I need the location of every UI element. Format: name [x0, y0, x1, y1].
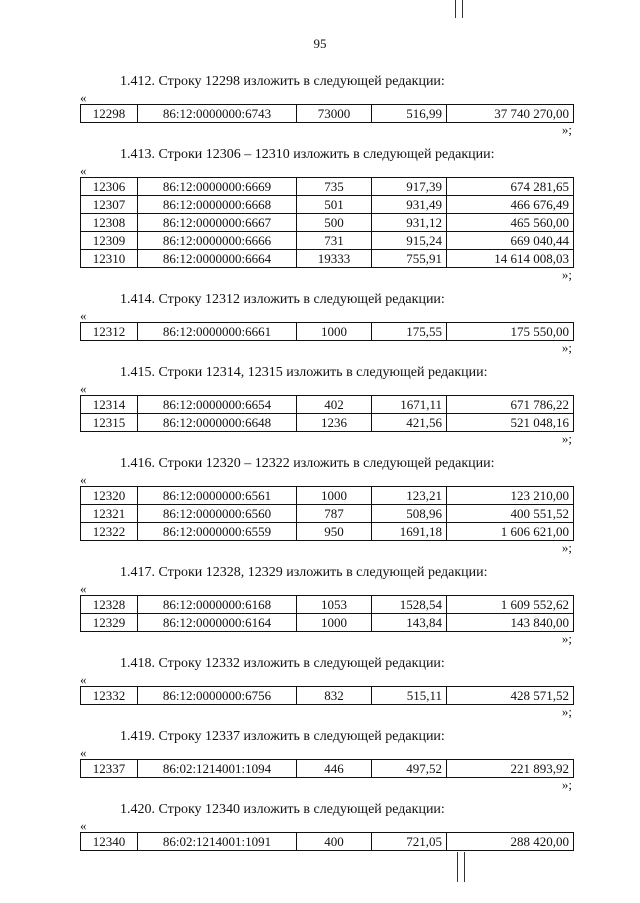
- section-title: 1.419. Строку 12337 изложить в следующей редакции:: [120, 729, 445, 744]
- cadastral-number-cell: 86:12:0000000:6756: [138, 687, 297, 705]
- closing-quote: »;: [561, 267, 572, 282]
- area-cell: 400: [297, 833, 372, 851]
- unit-price-cell: 917,39: [372, 178, 447, 196]
- opening-quote: «: [80, 581, 87, 596]
- cadastral-number-cell: 86:12:0000000:6666: [138, 232, 297, 250]
- data-table: [80, 832, 574, 851]
- table-row: [81, 505, 574, 523]
- table-row: [81, 178, 574, 196]
- total-value-cell: 1 606 621,00: [447, 523, 574, 541]
- table-row: [81, 414, 574, 432]
- section-title: 1.420. Строку 12340 изложить в следующей редакции:: [120, 802, 445, 817]
- row-number-cell: 12340: [81, 833, 138, 851]
- row-number-cell: 12320: [81, 487, 138, 505]
- page-number: 95: [313, 36, 327, 51]
- row-number-cell: 12322: [81, 523, 138, 541]
- amendment-section: [80, 729, 574, 802]
- closing-quote: »;: [561, 540, 572, 555]
- row-number-cell: 12315: [81, 414, 138, 432]
- area-cell: 446: [297, 760, 372, 778]
- closing-quote: »;: [561, 704, 572, 719]
- area-cell: 501: [297, 196, 372, 214]
- total-value-cell: 466 676,49: [447, 196, 574, 214]
- cadastral-number-cell: 86:12:0000000:6668: [138, 196, 297, 214]
- unit-price-cell: 755,91: [372, 250, 447, 268]
- document-body: [80, 74, 574, 851]
- section-title: 1.413. Строки 12306 – 12310 изложить в следующей редакции:: [120, 147, 495, 162]
- total-value-cell: 221 893,92: [447, 760, 574, 778]
- table-row: [81, 214, 574, 232]
- area-cell: 731: [297, 232, 372, 250]
- closing-quote: »;: [561, 340, 572, 355]
- total-value-cell: 428 571,52: [447, 687, 574, 705]
- row-number-cell: 12310: [81, 250, 138, 268]
- unit-price-cell: 1671,11: [372, 396, 447, 414]
- section-title: 1.416. Строки 12320 – 12322 изложить в следующей редакции:: [120, 456, 495, 471]
- total-value-cell: 1 609 552,62: [447, 596, 574, 614]
- total-value-cell: 123 210,00: [447, 487, 574, 505]
- unit-price-cell: 497,52: [372, 760, 447, 778]
- amendment-section: [80, 802, 574, 851]
- opening-quote: «: [80, 90, 87, 105]
- amendment-section: [80, 456, 574, 565]
- table-row: [81, 232, 574, 250]
- table-row: [81, 105, 574, 123]
- cadastral-number-cell: 86:12:0000000:6164: [138, 614, 297, 632]
- cadastral-number-cell: 86:12:0000000:6661: [138, 323, 297, 341]
- total-value-cell: 400 551,52: [447, 505, 574, 523]
- opening-quote: «: [80, 472, 87, 487]
- area-cell: 1000: [297, 323, 372, 341]
- margin-mark-top: [462, 0, 463, 18]
- section-title: 1.414. Строку 12312 изложить в следующей редакции:: [120, 292, 445, 307]
- table-row: [81, 396, 574, 414]
- area-cell: 832: [297, 687, 372, 705]
- area-cell: 402: [297, 396, 372, 414]
- total-value-cell: 175 550,00: [447, 323, 574, 341]
- amendment-section: [80, 565, 574, 656]
- unit-price-cell: 515,11: [372, 687, 447, 705]
- total-value-cell: 14 614 008,03: [447, 250, 574, 268]
- unit-price-cell: 421,56: [372, 414, 447, 432]
- area-cell: 73000: [297, 105, 372, 123]
- cadastral-number-cell: 86:12:0000000:6560: [138, 505, 297, 523]
- data-table: [80, 395, 574, 432]
- table-row: [81, 833, 574, 851]
- table-row: [81, 323, 574, 341]
- total-value-cell: 37 740 270,00: [447, 105, 574, 123]
- table-row: [81, 250, 574, 268]
- total-value-cell: 521 048,16: [447, 414, 574, 432]
- unit-price-cell: 516,99: [372, 105, 447, 123]
- area-cell: 1236: [297, 414, 372, 432]
- row-number-cell: 12328: [81, 596, 138, 614]
- total-value-cell: 674 281,65: [447, 178, 574, 196]
- row-number-cell: 12306: [81, 178, 138, 196]
- section-title: 1.415. Строки 12314, 12315 изложить в следующей редакции:: [120, 365, 488, 380]
- row-number-cell: 12309: [81, 232, 138, 250]
- area-cell: 735: [297, 178, 372, 196]
- row-number-cell: 12307: [81, 196, 138, 214]
- margin-mark-bottom: [464, 852, 465, 882]
- cadastral-number-cell: 86:12:0000000:6168: [138, 596, 297, 614]
- total-value-cell: 671 786,22: [447, 396, 574, 414]
- total-value-cell: 465 560,00: [447, 214, 574, 232]
- table-row: [81, 596, 574, 614]
- cadastral-number-cell: 86:12:0000000:6654: [138, 396, 297, 414]
- row-number-cell: 12314: [81, 396, 138, 414]
- table-row: [81, 523, 574, 541]
- opening-quote: «: [80, 745, 87, 760]
- unit-price-cell: 175,55: [372, 323, 447, 341]
- cadastral-number-cell: 86:12:0000000:6669: [138, 178, 297, 196]
- cadastral-number-cell: 86:02:1214001:1094: [138, 760, 297, 778]
- unit-price-cell: 508,96: [372, 505, 447, 523]
- closing-quote: »;: [561, 431, 572, 446]
- opening-quote: «: [80, 381, 87, 396]
- opening-quote: «: [80, 308, 87, 323]
- row-number-cell: 12329: [81, 614, 138, 632]
- area-cell: 1000: [297, 487, 372, 505]
- cadastral-number-cell: 86:12:0000000:6648: [138, 414, 297, 432]
- area-cell: 787: [297, 505, 372, 523]
- area-cell: 500: [297, 214, 372, 232]
- total-value-cell: 143 840,00: [447, 614, 574, 632]
- unit-price-cell: 1528,54: [372, 596, 447, 614]
- data-table: [80, 486, 574, 541]
- opening-quote: «: [80, 672, 87, 687]
- data-table: [80, 322, 574, 341]
- total-value-cell: 288 420,00: [447, 833, 574, 851]
- row-number-cell: 12312: [81, 323, 138, 341]
- table-row: [81, 196, 574, 214]
- unit-price-cell: 721,05: [372, 833, 447, 851]
- row-number-cell: 12337: [81, 760, 138, 778]
- opening-quote: «: [80, 818, 87, 833]
- cadastral-number-cell: 86:12:0000000:6559: [138, 523, 297, 541]
- unit-price-cell: 915,24: [372, 232, 447, 250]
- margin-mark-top: [455, 0, 456, 18]
- data-table: [80, 104, 574, 123]
- section-title: 1.412. Строку 12298 изложить в следующей редакции:: [120, 74, 445, 89]
- total-value-cell: 669 040,44: [447, 232, 574, 250]
- unit-price-cell: 1691,18: [372, 523, 447, 541]
- opening-quote: «: [80, 163, 87, 178]
- amendment-section: [80, 365, 574, 456]
- area-cell: 950: [297, 523, 372, 541]
- closing-quote: »;: [561, 777, 572, 792]
- unit-price-cell: 123,21: [372, 487, 447, 505]
- cadastral-number-cell: 86:12:0000000:6664: [138, 250, 297, 268]
- cadastral-number-cell: 86:12:0000000:6561: [138, 487, 297, 505]
- row-number-cell: 12308: [81, 214, 138, 232]
- area-cell: 1053: [297, 596, 372, 614]
- area-cell: 19333: [297, 250, 372, 268]
- section-title: 1.417. Строки 12328, 12329 изложить в следующей редакции:: [120, 565, 488, 580]
- table-row: [81, 760, 574, 778]
- data-table: [80, 759, 574, 778]
- row-number-cell: 12332: [81, 687, 138, 705]
- row-number-cell: 12298: [81, 105, 138, 123]
- table-row: [81, 614, 574, 632]
- unit-price-cell: 143,84: [372, 614, 447, 632]
- cadastral-number-cell: 86:12:0000000:6743: [138, 105, 297, 123]
- area-cell: 1000: [297, 614, 372, 632]
- table-row: [81, 487, 574, 505]
- section-title: 1.418. Строку 12332 изложить в следующей редакции:: [120, 656, 445, 671]
- cadastral-number-cell: 86:12:0000000:6667: [138, 214, 297, 232]
- closing-quote: »;: [561, 631, 572, 646]
- amendment-section: [80, 292, 574, 365]
- amendment-section: [80, 74, 574, 147]
- unit-price-cell: 931,49: [372, 196, 447, 214]
- data-table: [80, 177, 574, 268]
- data-table: [80, 686, 574, 705]
- row-number-cell: 12321: [81, 505, 138, 523]
- data-table: [80, 595, 574, 632]
- closing-quote: »;: [561, 122, 572, 137]
- margin-mark-bottom: [457, 852, 458, 882]
- amendment-section: [80, 656, 574, 729]
- amendment-section: [80, 147, 574, 292]
- cadastral-number-cell: 86:02:1214001:1091: [138, 833, 297, 851]
- unit-price-cell: 931,12: [372, 214, 447, 232]
- table-row: [81, 687, 574, 705]
